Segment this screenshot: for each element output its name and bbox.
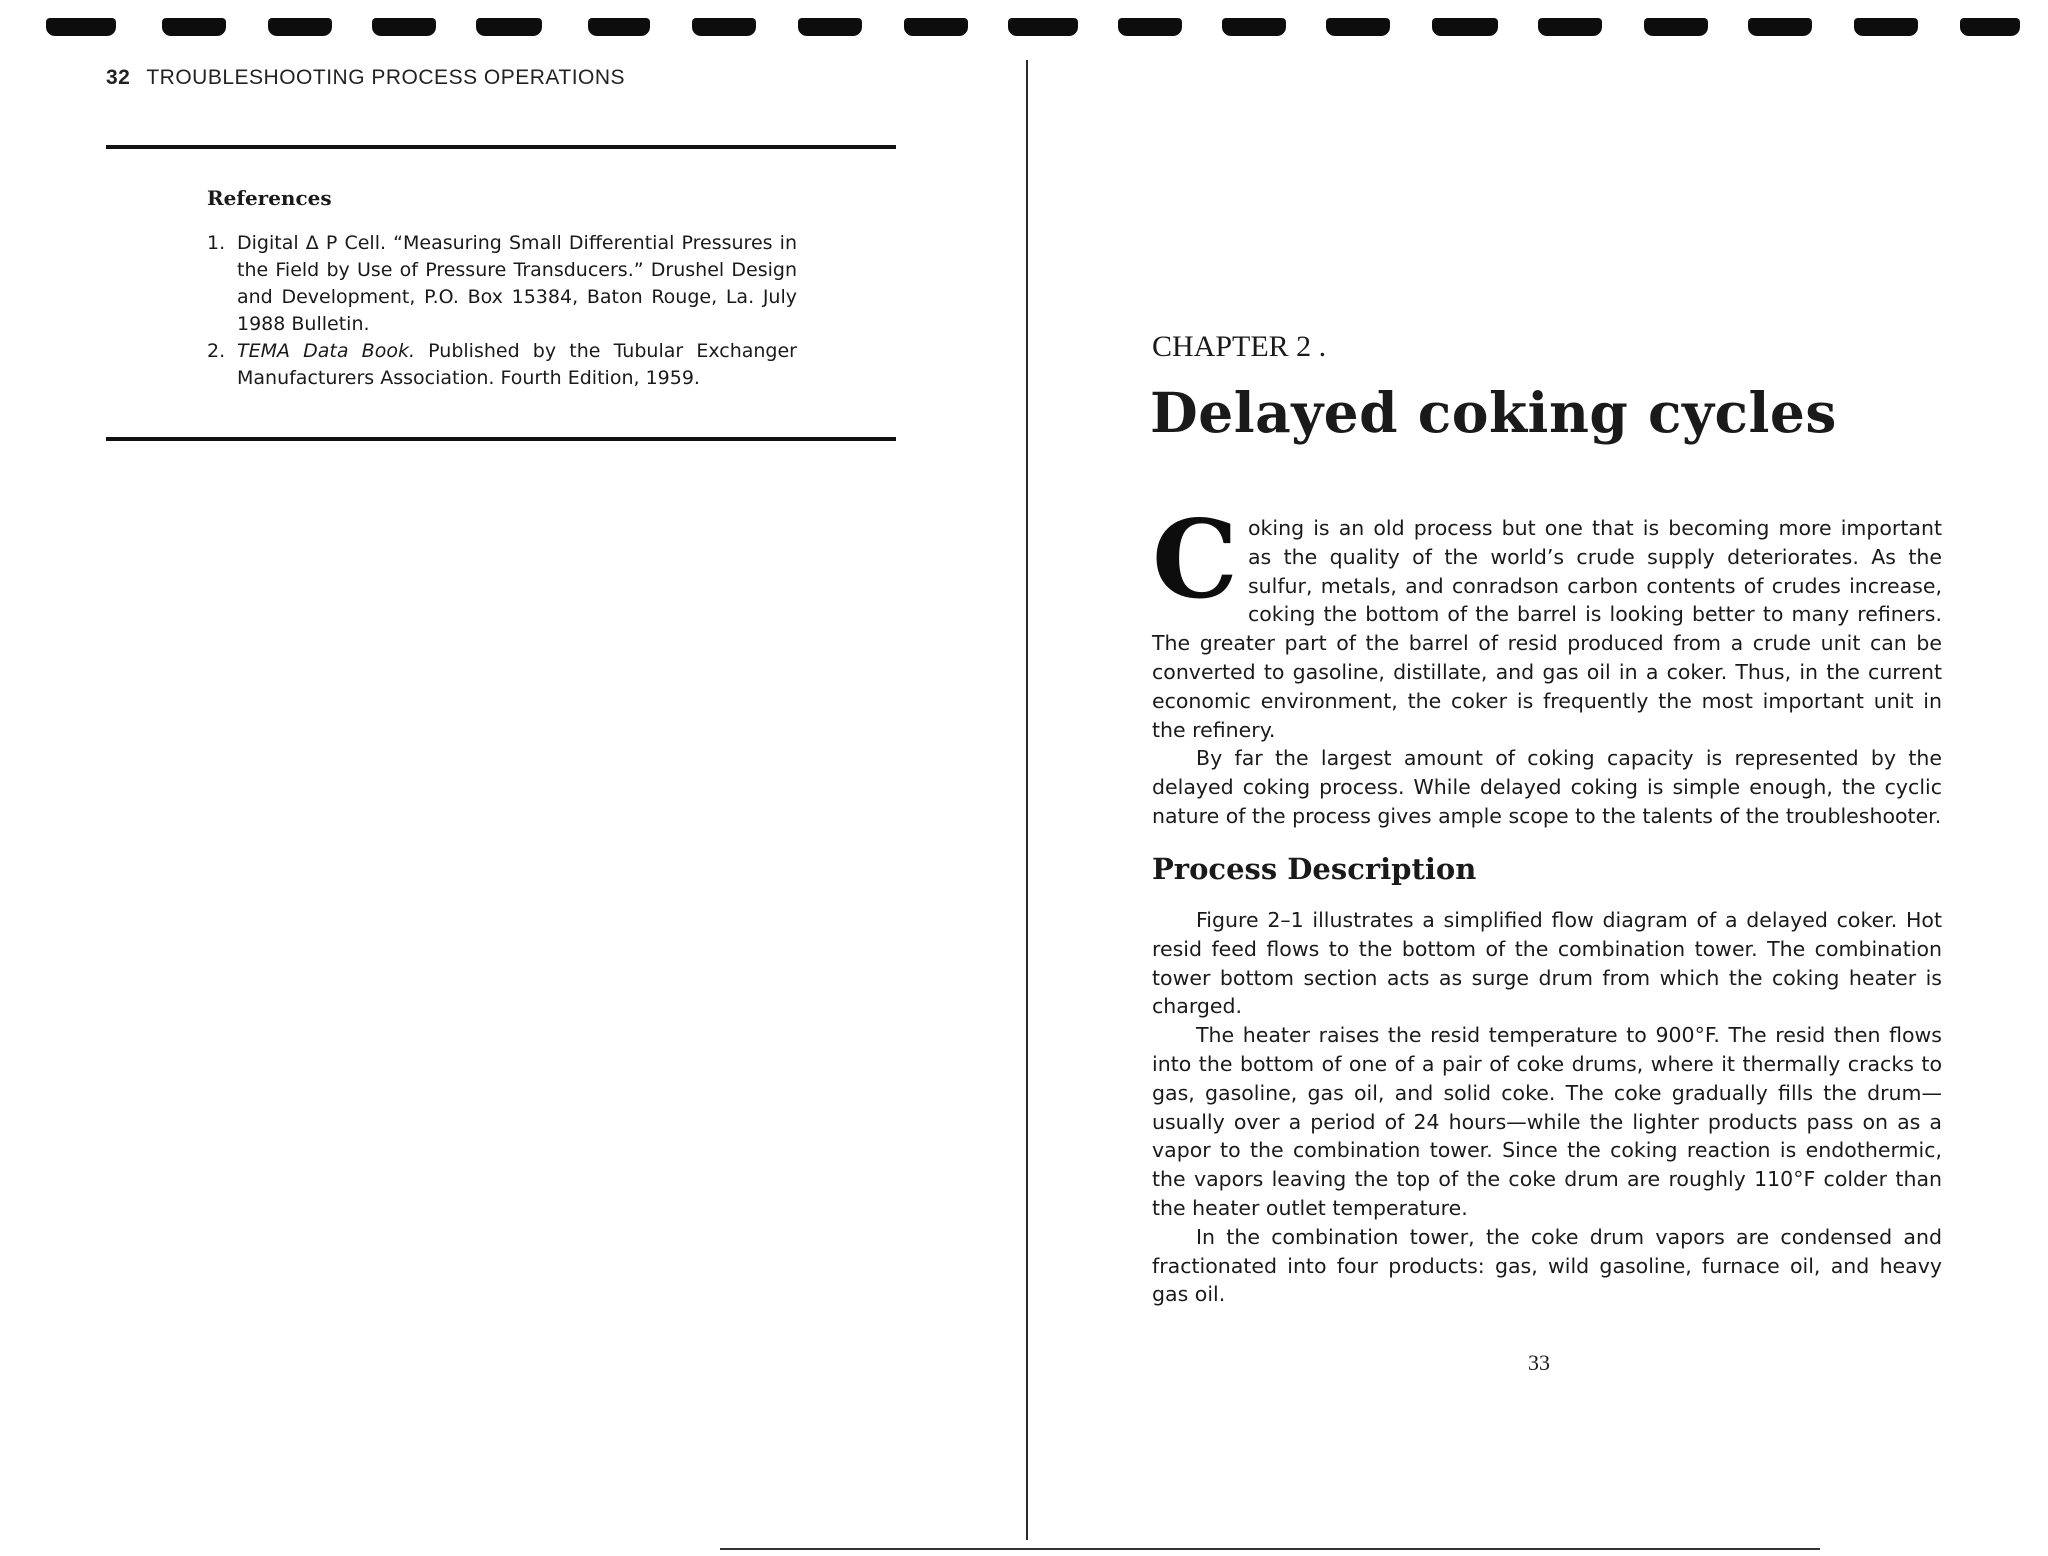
binding-hole [1748,18,1812,36]
binding-hole [1118,18,1182,36]
paragraph: By far the largest amount of coking capacity is represented by the delayed coking process. While delayed coking is simple enough, the cyclic nature of the process gives ample scope to the talents of the troubleshooter. [1152,746,1942,828]
intro-paragraph-text: oking is an old process but one that is becoming more important as the quality of the world’s crude supply deteriorates. As the sulfur, metals, and conradson carbon contents of crudes increase, coking the bottom of the barrel is looking better to many refiners. The greater part of the barrel of resid produced from a crude unit can be converted to gasoline, distillate, and gas oil in a coker. Thus, in the current economic environment, the coker is frequently the most important unit in the refinery. [1152,516,1942,742]
paragraph: In the combination tower, the coke drum vapors are condensed and fractionated into four products: gas, wild gasoline, furnace oil, and heavy gas oil. [1152,1224,1942,1307]
paragraph: The heater raises the resid temperature to 900°F. The resid then flows into the bottom of one of a pair of coke drums, where it thermally cracks to gas, gasoline, gas oil, and solid coke. The coke gradually fills the drum—usually over a period of 24 hours—while the lighter products pass on as a vapor to the combination tower. Since the coking reaction is endothermic, the vapors leaving the top of the coke drum are roughly 110°F colder than the heater outlet temperature. [1152,1023,1942,1220]
reference-title: TEMA Data Book. [237,340,416,362]
binding-hole [1644,18,1708,36]
reference-item [207,338,797,392]
reference-number: 1. [207,232,226,254]
references-top-rule [106,145,896,149]
binding-hole [1222,18,1286,36]
references-block [207,186,797,392]
page-number-left: 32 [106,66,131,89]
binding-hole [1326,18,1390,36]
drop-cap: C [1152,497,1238,623]
paragraph: Figure 2–1 illustrates a simplified flow diagram of a delayed coker. Hot resid feed flows to the bottom of the combination tower. The combination tower bottom section acts as surge drum from which the coking heater is charged. [1152,908,1942,1019]
section-heading: Process Description [1152,852,1477,886]
reference-text: “Measuring Small Differential Pressures in the Field by Use of Pressure Transducers.” Drushel Design and Development, P.O. Box 15384, Baton Rouge, La. July 1988 Bulletin. [237,232,797,335]
running-head-title: TROUBLESHOOTING PROCESS OPERATIONS [146,66,626,89]
reference-number: 2. [207,340,226,362]
intro-paragraph [1152,497,1942,744]
reference-title: Digital Δ P Cell. [237,232,387,254]
running-head [106,66,625,90]
section-body [1152,906,1942,1309]
reference-item [207,230,797,338]
references-list [207,230,797,392]
chapter-label: CHAPTER 2 . [1152,330,1327,363]
chapter-title: Delayed coking cycles [1150,380,1837,445]
book-spine-gutter [1026,60,1028,1540]
page-number-right: 33 [1528,1350,1550,1375]
references-heading: References [207,186,332,210]
binding-hole [1432,18,1498,36]
binding-hole [1854,18,1918,36]
reference-text: Published by the Tubular Exchanger Manufacturers Association. Fourth Edition, 1959. [237,340,797,389]
binding-hole [1538,18,1602,36]
intro-text [1152,497,1942,831]
references-bottom-rule [106,437,896,441]
binding-hole [1960,18,2020,36]
